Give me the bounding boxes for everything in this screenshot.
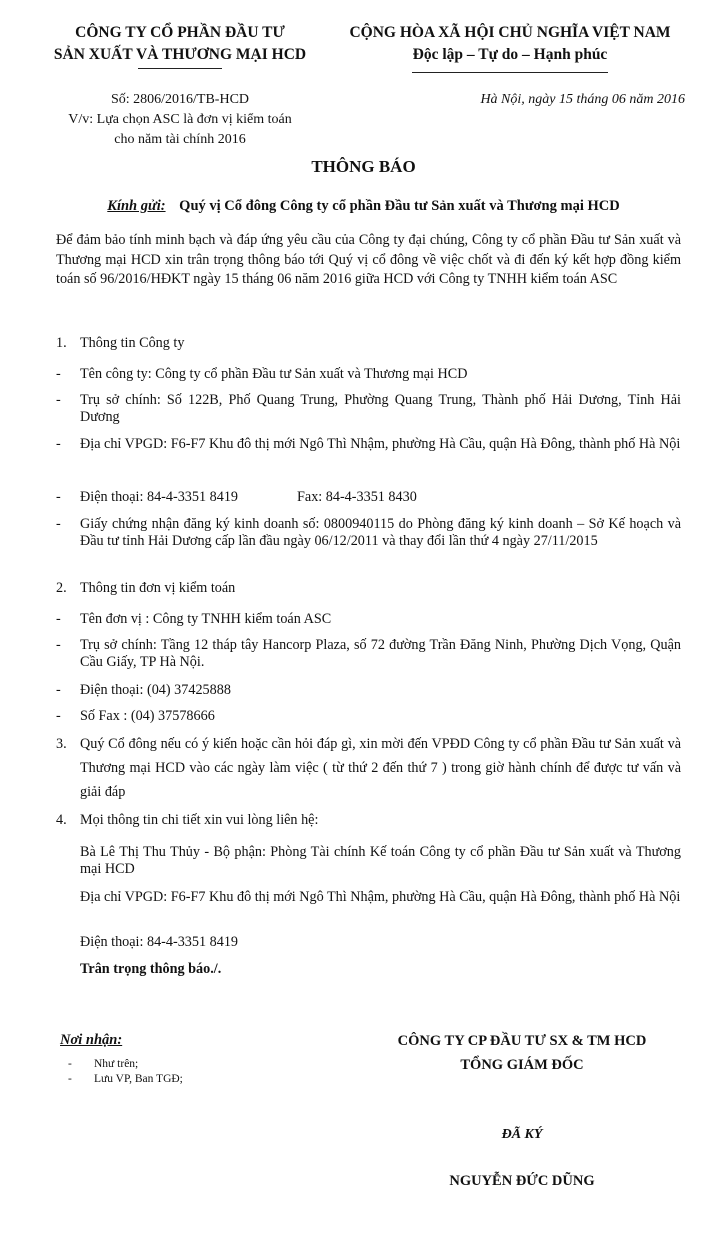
list-item xyxy=(56,637,681,671)
dash-bullet: - xyxy=(56,516,61,532)
motto-underline xyxy=(412,72,608,73)
contact-phone-text: Điện thoại: 84-4-3351 8419 xyxy=(80,934,239,950)
company-phone: Điện thoại: 84-4-3351 8419 xyxy=(80,489,239,505)
section3-marker: 3. xyxy=(56,736,67,752)
section4-title: Mọi thông tin chi tiết xin vui lòng liên hệ: xyxy=(80,812,319,828)
list-item xyxy=(68,1072,268,1087)
auditor-name-item: Tên đơn vị : Công ty TNHH kiểm toán ASC xyxy=(80,611,332,627)
contact-person xyxy=(56,844,681,878)
subject-line2: cho năm tài chính 2016 xyxy=(114,132,246,147)
company-name xyxy=(35,22,325,66)
receiver-item: Lưu VP, Ban TGĐ; xyxy=(94,1073,183,1085)
recipient-label: Kính gửi: xyxy=(107,198,166,214)
subject-line1: V/v: Lựa chọn ASC là đơn vị kiểm toán xyxy=(68,112,292,127)
company-headquarters-item: Trụ sở chính: Số 122B, Phố Quang Trung, Phường Quang Trung, Thành phố Hải Dương, Tỉnh Hải Dương xyxy=(80,392,681,425)
list-item xyxy=(56,392,681,426)
business-license-item: Giấy chứng nhận đăng ký kinh doanh số: 0800940115 do Phòng đăng ký kinh doanh – Sở Kế hoạch và Đầu tư tỉnh Hải Dương cấp lần đầu ngày 06/12/2011 và thay đổi lần thứ 4 ngày 27/11/2015 xyxy=(80,516,681,549)
company-office-address-item: Địa chỉ VPGD: F6-F7 Khu đô thị mới Ngô Thì Nhậm, phường Hà Cầu, quận Hà Đông, thành phố Hà Nội xyxy=(80,436,681,452)
company-name-item: Tên công ty: Công ty cổ phần Đầu tư Sản xuất và Thương mại HCD xyxy=(80,366,468,382)
document-title: THÔNG BÁO xyxy=(311,157,416,176)
nation-motto: Độc lập – Tự do – Hạnh phúc xyxy=(412,46,608,63)
dash-bullet: - xyxy=(68,1058,72,1070)
company-phone-fax-item xyxy=(80,489,681,506)
nation-name: CỘNG HÒA XÃ HỘI CHỦ NGHĨA VIỆT NAM xyxy=(349,24,671,41)
dash-bullet: - xyxy=(68,1073,72,1085)
receivers-list xyxy=(68,1057,268,1087)
section4-heading xyxy=(56,812,681,829)
closing-text: Trân trọng thông báo./. xyxy=(80,961,222,977)
receivers-label: Nơi nhận: xyxy=(60,1032,123,1048)
signer-name: NGUYỄN ĐỨC DŨNG xyxy=(449,1173,595,1189)
section2-title: Thông tin đơn vị kiểm toán xyxy=(80,580,236,596)
auditor-phone-item: Điện thoại: (04) 37425888 xyxy=(80,682,231,698)
list-item xyxy=(56,489,681,506)
contact-phone xyxy=(56,934,681,951)
company-name-line2: SẢN XUẤT VÀ THƯƠNG MẠI HCD xyxy=(53,46,307,63)
dash-bullet: - xyxy=(56,637,61,653)
dash-bullet: - xyxy=(56,392,61,408)
contact-person-text: Bà Lê Thị Thu Thủy - Bộ phận: Phòng Tài chính Kế toán Công ty cổ phần Đầu tư Sản xuất và Thương mại HCD xyxy=(80,844,681,877)
dash-bullet: - xyxy=(56,682,61,698)
dash-bullet: - xyxy=(56,489,61,505)
dash-bullet: - xyxy=(56,611,61,627)
section1-heading xyxy=(56,335,681,352)
signed-note: ĐÃ KÝ xyxy=(501,1127,543,1142)
dash-bullet: - xyxy=(56,436,61,452)
dash-bullet: - xyxy=(56,366,61,382)
section2-marker: 2. xyxy=(56,580,67,596)
closing-line xyxy=(56,961,681,978)
signer-organization: CÔNG TY CP ĐẦU TƯ SX & TM HCD xyxy=(397,1033,647,1049)
contact-address xyxy=(56,889,681,906)
national-motto xyxy=(335,22,685,66)
dash-bullet: - xyxy=(56,708,61,724)
section1-title: Thông tin Công ty xyxy=(80,335,185,351)
section2-heading xyxy=(56,580,681,597)
signer-title: TỔNG GIÁM ĐỐC xyxy=(460,1057,584,1073)
section4-marker: 4. xyxy=(56,812,67,828)
recipient-line xyxy=(0,196,727,216)
list-item xyxy=(56,682,681,699)
reference-block xyxy=(35,90,325,150)
company-name-line1: CÔNG TY CỔ PHẦN ĐẦU TƯ xyxy=(75,24,285,41)
list-item xyxy=(56,708,681,725)
section1-marker: 1. xyxy=(56,335,67,351)
list-item xyxy=(56,366,681,383)
list-item xyxy=(56,436,681,453)
signer-block xyxy=(362,1029,682,1077)
section3-text: Quý Cổ đông nếu có ý kiến hoặc cần hỏi đáp gì, xin mời đến VPĐD Công ty cổ phần Đầu tư Sản xuất và Thương mại HCD vào các ngày làm việc ( từ thứ 2 đến thứ 7 ) trong giờ hành chính để được tư vấn và giải đáp xyxy=(80,736,681,800)
company-underline xyxy=(138,68,222,69)
list-item xyxy=(56,516,681,550)
auditor-fax-item: Số Fax : (04) 37578666 xyxy=(80,708,215,724)
contact-address-text: Địa chỉ VPGD: F6-F7 Khu đô thị mới Ngô Thì Nhậm, phường Hà Cầu, quận Hà Đông, thành phố Hà Nội xyxy=(80,889,681,905)
list-item xyxy=(68,1057,268,1072)
date-place: Hà Nội, ngày 15 tháng 06 năm 2016 xyxy=(480,92,685,107)
section3-paragraph xyxy=(56,732,681,804)
list-item xyxy=(56,611,681,628)
recipient-text: Quý vị Cổ đông Công ty cổ phần Đầu tư Sản xuất và Thương mại HCD xyxy=(179,198,620,214)
document-number: Số: 2806/2016/TB-HCD xyxy=(110,92,250,107)
auditor-headquarters-item: Trụ sở chính: Tầng 12 tháp tây Hancorp Plaza, số 72 đường Trần Đăng Ninh, Phường Dịch Vọng, Quận Cầu Giấy, TP Hà Nội. xyxy=(80,637,681,670)
company-fax: Fax: 84-4-3351 8430 xyxy=(297,489,417,505)
receiver-item: Như trên; xyxy=(94,1058,139,1070)
intro-paragraph: Để đảm bảo tính minh bạch và đáp ứng yêu cầu của Công ty đại chúng, Công ty cổ phần Đầu tư Sản xuất và Thương mại HCD xin trân trọng thông báo tới Quý vị cổ đông về việc chốt và đi đến ký kết hợp đồng kiểm toán số 96/2016/HĐKT ngày 15 tháng 06 năm 2016 giữa HCD với Công ty TNHH kiểm toán ASC xyxy=(56,232,681,287)
